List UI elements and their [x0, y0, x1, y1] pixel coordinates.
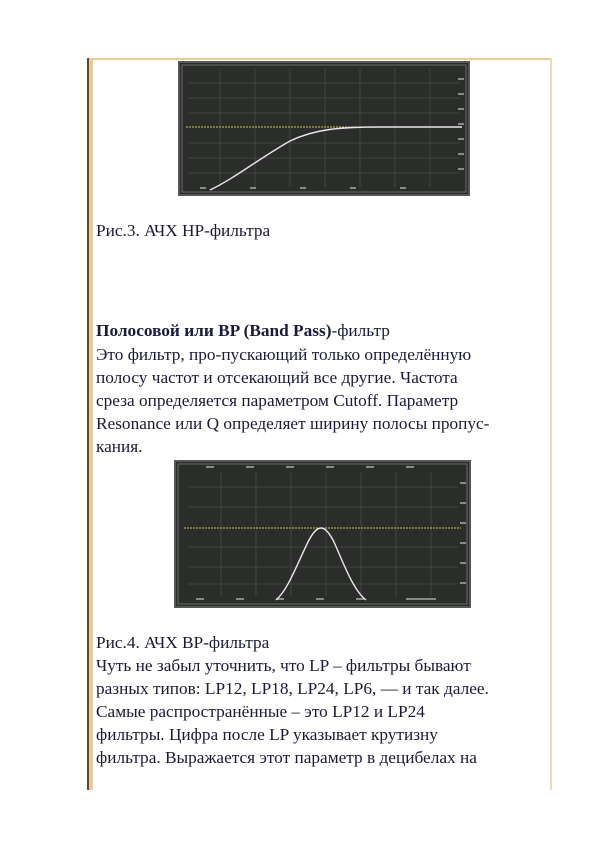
bp-heading-bold: Полосовой или BP (Band Pass) [96, 321, 332, 340]
bp-heading [96, 320, 546, 342]
figure3-caption: Рис.3. АЧХ НР-фильтра [96, 221, 271, 240]
bp-paragraph-line: среза определяется параметром Cutoff. Параметр [96, 391, 459, 410]
page-frame-left [87, 58, 93, 790]
bp-paragraph-line: Это фильтр, про-пускающий только определённую [96, 345, 472, 364]
bp-paragraph-line: Resonance или Q определяет ширину полосы пропус- [96, 414, 490, 433]
lp-paragraph-line: разных типов: LP12, LP18, LP24, LP6, — и так далее. [96, 679, 489, 698]
bp-heading-rest: -фильтр [331, 321, 390, 340]
figure4-caption: Рис.4. АЧХ BP-фильтра [96, 633, 270, 652]
lp-paragraph-line: фильтра. Выражается этот параметр в децибелах на [96, 748, 477, 767]
bp-paragraph-line: полосу частот и отсекающий все другие. Частота [96, 368, 458, 387]
bp-filter-graph [174, 460, 471, 608]
lp-paragraph-line: фильтры. Цифра после LP указывает крутизну [96, 725, 438, 744]
hp-filter-graph [178, 61, 470, 196]
page-frame-right [550, 58, 552, 790]
page-frame-top [91, 58, 551, 60]
bp-paragraph-line: кания. [96, 437, 143, 456]
lp-paragraph-line: Чуть не забыл уточнить, что LP – фильтры бывают [96, 656, 471, 675]
lp-paragraph-line: Самые распространённые – это LP12 и LP24 [96, 702, 425, 721]
